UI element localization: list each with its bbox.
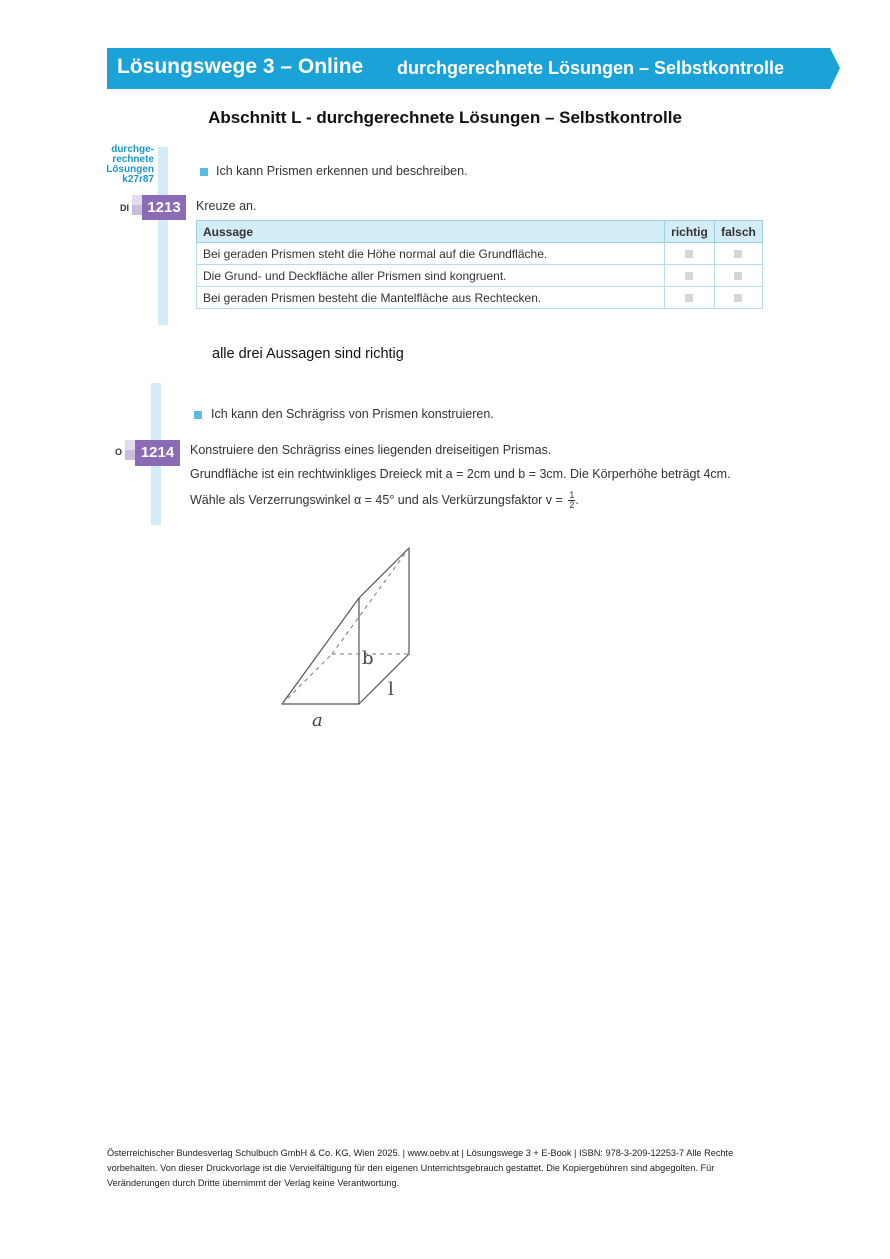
instruction-1213: Kreuze an. [196, 199, 257, 213]
footer-text: Österreichischer Bundesverlag Schulbuch GmbH & Co. KG, Wien 2025. | www.oebv.at | Lösungswege 3 + E-Book | ISBN: 978-3-209-12253-7 Alle Rechte vorbehalten. Von dieser Druckvorlage ist die Vervielfältigung für den eigenen Unterrichtsgebrauch gestattet. Die Kopiergebühren sind abgegolten. Für Veränderungen durch Dritte übernimmt der Verlag keine Verantwortung. [107, 1148, 734, 1188]
task-line [190, 491, 579, 510]
hidden-edge [282, 654, 332, 704]
margin-bar [158, 147, 168, 325]
col-header: Aussage [197, 221, 665, 243]
table-header-row [197, 221, 763, 243]
badge-shade [125, 440, 135, 450]
richtig-cell [665, 243, 715, 265]
badge-shade [132, 195, 142, 205]
banner-title: Lösungswege 3 – Online [117, 55, 364, 78]
falsch-cell [714, 265, 762, 287]
sketch-label-l: l [388, 679, 394, 700]
checkbox[interactable] [685, 250, 693, 258]
statement-table [196, 220, 763, 309]
side-label-code: k27r87 [122, 174, 154, 185]
col-header: falsch [714, 221, 762, 243]
table-row [197, 287, 763, 309]
richtig-cell [665, 287, 715, 309]
goal-square-icon [194, 411, 202, 419]
goal-1214: Ich kann den Schrägriss von Prismen konstruieren. [211, 407, 494, 421]
side-label-line: durchge- [111, 144, 154, 155]
fraction-denominator: 2 [569, 500, 575, 510]
sketch-label-b: b [362, 648, 374, 669]
sketch-label-a: a [312, 710, 323, 731]
statement-cell: Bei geraden Prismen steht die Höhe normal auf die Grundfläche. [197, 243, 665, 265]
goal-1213: Ich kann Prismen erkennen und beschreiben. [216, 164, 468, 178]
checkbox[interactable] [734, 272, 742, 280]
banner-subtitle: durchgerechnete Lösungen – Selbstkontrolle [397, 58, 785, 78]
statement-cell: Die Grund- und Deckfläche aller Prismen sind kongruent. [197, 265, 665, 287]
side-label [96, 145, 154, 185]
side-label-line: Lösungen [106, 164, 154, 175]
side-label-line: rechnete [112, 154, 154, 165]
period: . [575, 492, 579, 507]
falsch-cell [714, 287, 762, 309]
task-line-text: Wähle als Verzerrungswinkel α = 45° und als Verkürzungsfaktor v = [190, 492, 563, 507]
edge-top-depth [359, 548, 409, 598]
badge-shade [125, 450, 135, 460]
answer-1213: alle drei Aussagen sind richtig [212, 346, 404, 362]
edge-hyp-front [282, 598, 359, 704]
fraction-numerator: 1 [569, 490, 575, 500]
col-header: richtig [665, 221, 715, 243]
task-number-1214: 1214 [135, 440, 180, 466]
statement-cell: Bei geraden Prismen besteht die Mantelfläche aus Rechtecken. [197, 287, 665, 309]
table-row [197, 265, 763, 287]
goal-square-icon [200, 168, 208, 176]
table-row [197, 243, 763, 265]
level-1214: O [115, 447, 123, 457]
checkbox[interactable] [685, 294, 693, 302]
level-1213: DI [120, 203, 129, 213]
section-title: Abschnitt L - durchgerechnete Lösungen – Selbstkontrolle [208, 108, 682, 127]
checkbox[interactable] [685, 272, 693, 280]
task-line: Grundfläche ist ein rechtwinkliges Dreieck mit a = 2cm und b = 3cm. Die Körperhöhe beträgt 4cm. [190, 467, 731, 481]
header-banner [107, 48, 840, 89]
prism-sketch [270, 540, 430, 740]
task-line: Konstruiere den Schrägriss eines liegenden dreiseitigen Prismas. [190, 443, 552, 457]
checkbox[interactable] [734, 294, 742, 302]
badge-shade [132, 205, 142, 215]
falsch-cell [714, 243, 762, 265]
richtig-cell [665, 265, 715, 287]
checkbox[interactable] [734, 250, 742, 258]
task-number-1213: 1213 [142, 195, 186, 220]
hidden-edge [332, 548, 409, 654]
